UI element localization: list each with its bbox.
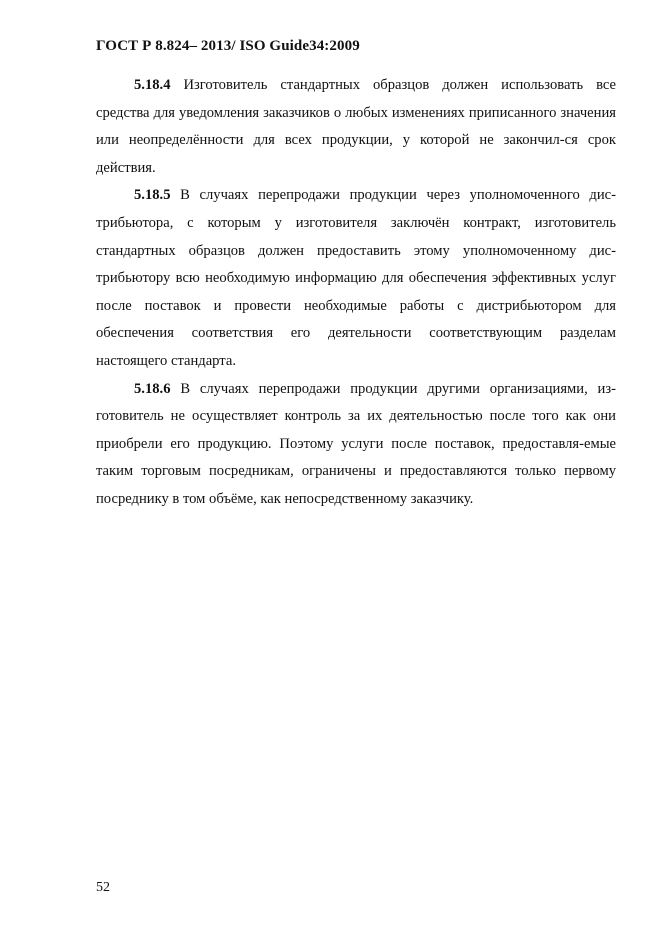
paragraph-5-18-5	[96, 182, 616, 375]
paragraph-number: 5.18.5	[134, 187, 171, 204]
document-header: ГОСТ Р 8.824– 2013/ ISO Guide34:2009	[96, 38, 360, 54]
page-number: 52	[96, 880, 110, 895]
paragraph-number: 5.18.6	[134, 380, 171, 397]
paragraph-text: Изготовитель стандартных образцов должен использовать все средства для уведомления заказчиков о любых изменениях приписанного значения или неопределённости для всех продукции, у которой не закончил-ся срок действия.	[96, 77, 617, 176]
document-body	[96, 72, 616, 514]
paragraph-5-18-4	[96, 72, 616, 182]
paragraph-text: В случаях перепродажи продукции через уполномоченного дис-трибьютора, с которым у изготовителя заключён контракт, изготовитель стандартных образцов должен предоставить этому уполномоченному дис-трибьютору всю необходимую информацию для обеспечения эффективных услуг после поставок и провести необходимые работы с дистрибьютором для обеспечения соответствия его деятельности соответствующим разделам настоящего стандарта.	[96, 187, 616, 369]
paragraph-5-18-6	[96, 376, 616, 514]
paragraph-text: В случаях перепродажи продукции другими организациями, из-готовитель не осуществляет контроль за их деятельностью после того как они приобрели его продукцию. Поэтому услуги после поставок, предоставля-емые таким торговым посредникам, ограничены и предоставляются только первому посреднику в том объёме, как непосредственному заказчику.	[96, 380, 616, 507]
paragraph-number: 5.18.4	[134, 77, 171, 93]
